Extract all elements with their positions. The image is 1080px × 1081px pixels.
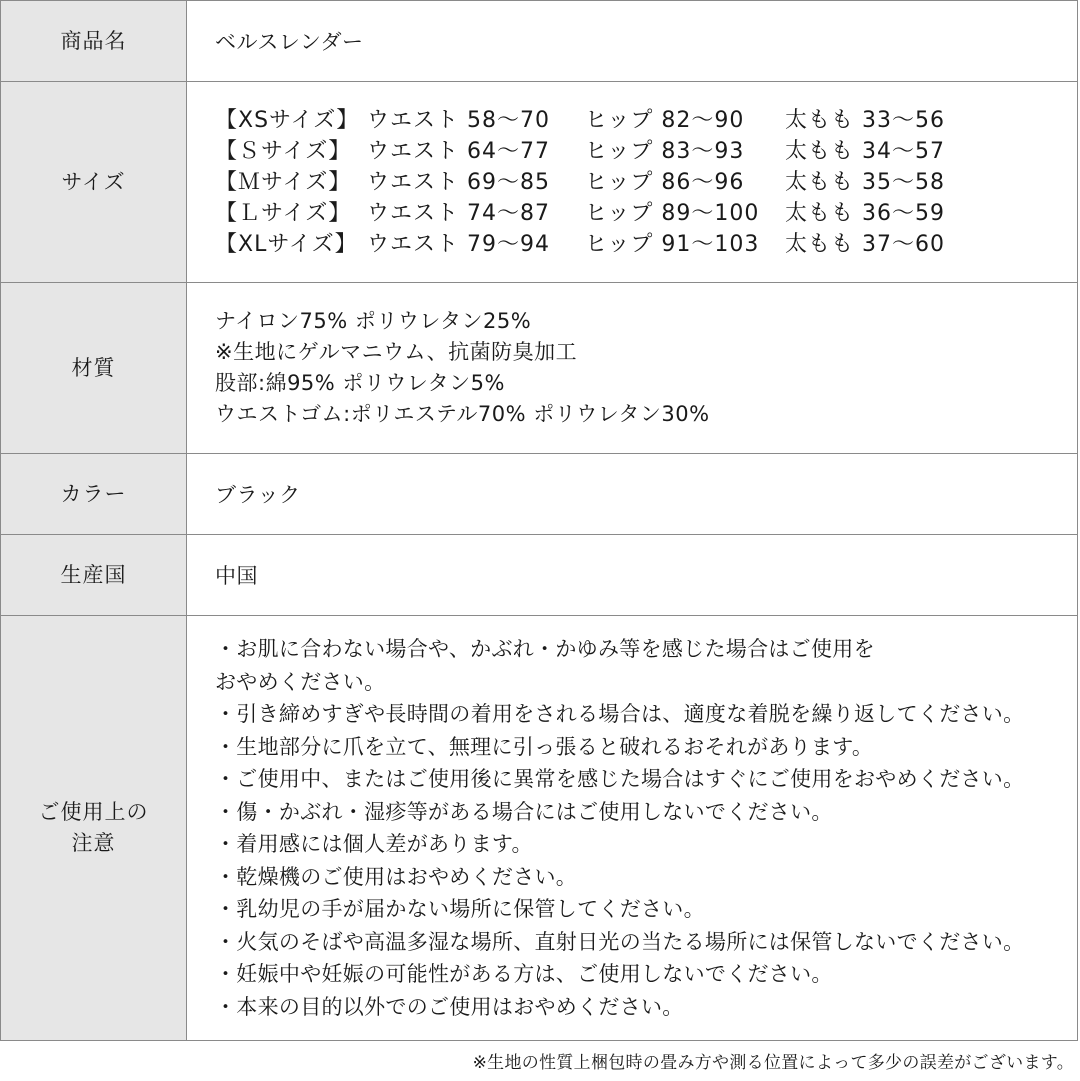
spec-row-notes	[1, 616, 1078, 1041]
waist-range: ウエスト 58〜70	[367, 107, 550, 133]
material-line: ウエストゴム:ポリエステル70% ポリウレタン30%	[215, 402, 710, 426]
spec-row-color	[1, 454, 1078, 535]
notes-list	[187, 616, 1078, 1041]
thigh-range: 太もも 37〜60	[785, 231, 945, 257]
waist-range: ウエスト 74〜87	[367, 200, 550, 226]
note-item: ・乾燥機のご使用はおやめください。	[215, 864, 578, 889]
size-row	[215, 229, 1077, 260]
notes-label	[1, 616, 187, 1041]
hip-range: ヒップ 89〜100	[585, 200, 760, 226]
material-line: ナイロン75% ポリウレタン25%	[215, 309, 532, 333]
note-item: おやめください。	[215, 669, 386, 694]
color-label: カラー	[1, 454, 187, 535]
size-name: 【Ｍサイズ】	[215, 169, 352, 195]
origin-value: 中国	[187, 535, 1078, 616]
spec-row-material	[1, 283, 1078, 454]
hip-range: ヒップ 86〜96	[585, 169, 745, 195]
notes-label-line: ご使用上の	[38, 800, 149, 824]
spec-row-origin	[1, 535, 1078, 616]
note-item: ・生地部分に爪を立て、無理に引っ張ると破れるおそれがあります。	[215, 734, 874, 759]
size-name: 【XLサイズ】	[215, 231, 358, 257]
note-item: ・妊娠中や妊娠の可能性がある方は、ご使用しないでください。	[215, 962, 833, 986]
material-value	[187, 283, 1078, 454]
thigh-range: 太もも 34〜57	[785, 138, 945, 164]
note-item: ・乳幼児の手が届かない場所に保管してください。	[215, 897, 705, 921]
note-item: ・お肌に合わない場合や、かぶれ・かゆみ等を感じた場合はご使用を	[215, 637, 875, 661]
footnote: ※生地の性質上梱包時の畳み方や測る位置によって多少の誤差がございます。	[472, 1053, 1074, 1073]
size-name: 【Ｌサイズ】	[215, 200, 352, 226]
note-item: ・ご使用中、またはご使用後に異常を感じた場合はすぐにご使用をおやめください。	[215, 767, 1025, 791]
thigh-range: 太もも 33〜56	[785, 107, 945, 133]
size-name: 【XSサイズ】	[215, 107, 360, 133]
spec-row-size	[1, 82, 1078, 283]
waist-range: ウエスト 79〜94	[367, 231, 550, 257]
material-line: 股部:綿95% ポリウレタン5%	[215, 371, 505, 395]
origin-label: 生産国	[1, 535, 187, 616]
size-row	[215, 136, 1077, 167]
waist-range: ウエスト 64〜77	[367, 138, 550, 164]
spec-row-product-name	[1, 1, 1078, 82]
size-chart	[187, 82, 1078, 283]
material-label: 材質	[1, 283, 187, 454]
note-item: ・引き締めすぎや長時間の着用をされる場合は、適度な着脱を繰り返してください。	[215, 702, 1025, 726]
waist-range: ウエスト 69〜85	[367, 169, 550, 195]
hip-range: ヒップ 82〜90	[585, 107, 745, 133]
material-line: ※生地にゲルマニウム、抗菌防臭加工	[215, 340, 578, 364]
note-item: ・火気のそばや高温多湿な場所、直射日光の当たる場所には保管しないでください。	[215, 929, 1025, 954]
size-row	[215, 198, 1077, 229]
note-item: ・着用感には個人差があります。	[215, 832, 533, 856]
product-name-label: 商品名	[1, 1, 187, 82]
size-label: サイズ	[1, 82, 187, 283]
notes-label-line: 注意	[71, 831, 116, 855]
product-name-value: ベルスレンダー	[187, 1, 1078, 82]
size-row	[215, 105, 1077, 136]
hip-range: ヒップ 91〜103	[585, 231, 760, 257]
note-item: ・傷・かぶれ・湿疹等がある場合にはご使用しないでください。	[215, 799, 833, 824]
hip-range: ヒップ 83〜93	[585, 138, 745, 164]
thigh-range: 太もも 35〜58	[785, 169, 945, 195]
thigh-range: 太もも 36〜59	[785, 200, 945, 226]
size-name: 【Ｓサイズ】	[215, 138, 352, 164]
size-row	[215, 167, 1077, 198]
color-value: ブラック	[187, 454, 1078, 535]
note-item: ・本来の目的以外でのご使用はおやめください。	[215, 994, 684, 1019]
